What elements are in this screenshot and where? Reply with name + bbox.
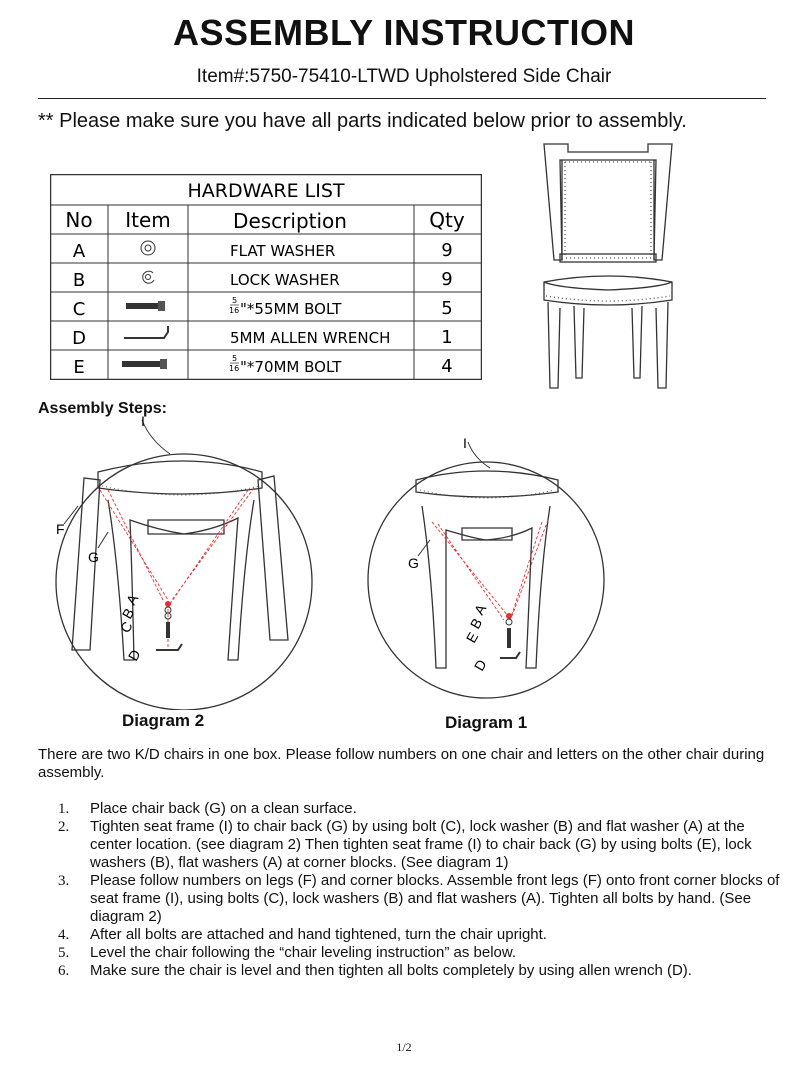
step-item bbox=[38, 800, 784, 818]
step-item bbox=[38, 926, 784, 944]
diagram1-label-g: G bbox=[408, 555, 419, 571]
diagram2-label-f: F bbox=[56, 521, 65, 537]
header-divider bbox=[38, 98, 766, 99]
row-a-no: A bbox=[72, 241, 86, 262]
step-text: Place chair back (G) on a clean surface. bbox=[90, 800, 357, 817]
assembly-steps-heading: Assembly Steps: bbox=[38, 400, 167, 417]
row-c-fraction-denominator: 16 bbox=[229, 306, 240, 315]
row-b-qty: 9 bbox=[441, 269, 453, 290]
diagram2-label-a: A bbox=[122, 591, 142, 608]
diagram-2 bbox=[38, 410, 318, 710]
step-text: Make sure the chair is level and then tighten all bolts completely by using allen wrench (D). bbox=[90, 962, 692, 979]
step-number: 5. bbox=[58, 945, 70, 961]
assembly-steps-list bbox=[38, 800, 784, 980]
item-subtitle: Item#:5750-75410-LTWD Upholstered Side Chair bbox=[196, 66, 612, 87]
step-text: Tighten seat frame (I) to chair back (G) by using bolt (C), lock washer (B) and flat washer (A) at the center location. (see diagram 2) Then tighten seat frame (I) to chair back (G) by using bolts (E), lock washers (B), flat washers (A) at corner blocks. (See diagram 1) bbox=[90, 818, 752, 871]
row-c-qty: 5 bbox=[441, 298, 453, 319]
side-chair-illustration bbox=[538, 142, 678, 392]
lock-washer-icon bbox=[143, 271, 154, 283]
flat-washer-icon bbox=[141, 241, 155, 255]
hardware-list-table bbox=[50, 174, 482, 380]
row-c-fraction-numerator: 5 bbox=[232, 296, 238, 305]
step-text: Please follow numbers on legs (F) and corner blocks. Assemble front legs (F) onto front corner blocks of seat frame (I), using bolts (C), lock washers (B) and flat washers (A). Tighten all bolts by hand. (See diagram 2) bbox=[90, 872, 780, 925]
col-header-no: No bbox=[65, 208, 93, 232]
diagram2-label-c: C bbox=[116, 618, 136, 636]
diagram1-label-d: D bbox=[470, 656, 490, 674]
row-e-qty: 4 bbox=[441, 356, 453, 377]
row-b-description: LOCK WASHER bbox=[230, 271, 340, 289]
col-header-description: Description bbox=[233, 209, 347, 233]
row-a-qty: 9 bbox=[441, 240, 453, 261]
page-number: 1/2 bbox=[396, 1040, 412, 1054]
step-text: After all bolts are attached and hand tightened, turn the chair upright. bbox=[90, 926, 547, 943]
col-header-item: Item bbox=[125, 208, 171, 232]
row-e-fraction-denominator: 16 bbox=[229, 364, 240, 373]
long-bolt-icon bbox=[122, 359, 167, 369]
diagram-1-caption: Diagram 1 bbox=[445, 713, 528, 732]
allen-wrench-icon bbox=[124, 326, 168, 338]
row-d-qty: 1 bbox=[441, 327, 453, 348]
short-bolt-icon bbox=[126, 301, 165, 311]
step-item bbox=[38, 872, 784, 926]
diagram1-label-a: A bbox=[470, 601, 490, 618]
row-e-description: "*70MM BOLT bbox=[240, 358, 342, 376]
step-number: 3. bbox=[58, 873, 70, 889]
diagram1-label-i: I bbox=[463, 435, 467, 451]
diagram-1 bbox=[362, 432, 612, 708]
row-e-no: E bbox=[73, 357, 85, 378]
step-number: 1. bbox=[58, 801, 70, 817]
diagram1-label-e: E bbox=[462, 629, 482, 646]
step-item bbox=[38, 944, 784, 962]
diagram1-label-b: B bbox=[466, 615, 486, 632]
diagram-2-caption: Diagram 2 bbox=[122, 711, 205, 730]
step-text: Level the chair following the “chair leveling instruction” as below. bbox=[90, 944, 517, 961]
row-c-description: "*55MM BOLT bbox=[240, 300, 342, 318]
step-item bbox=[38, 962, 784, 980]
col-header-qty: Qty bbox=[429, 208, 465, 232]
parts-notice: ** Please make sure you have all parts indicated below prior to assembly. bbox=[38, 110, 687, 132]
step-number: 4. bbox=[58, 927, 70, 943]
row-d-description: 5MM ALLEN WRENCH bbox=[230, 329, 391, 347]
row-d-no: D bbox=[72, 328, 86, 349]
row-a-description: FLAT WASHER bbox=[230, 242, 336, 260]
intro-paragraph: There are two K/D chairs in one box. Please follow numbers on one chair and letters on the other chair during assembly. bbox=[38, 746, 765, 781]
step-item bbox=[38, 818, 784, 872]
row-e-fraction-numerator: 5 bbox=[232, 354, 238, 363]
page-title: ASSEMBLY INSTRUCTION bbox=[172, 12, 636, 53]
diagram2-label-b: B bbox=[118, 605, 138, 622]
step-number: 2. bbox=[58, 819, 70, 835]
row-c-no: C bbox=[72, 299, 86, 320]
diagram2-label-i: I bbox=[141, 413, 145, 429]
diagram2-label-d: D bbox=[124, 646, 144, 664]
step-number: 6. bbox=[58, 963, 70, 979]
diagram2-label-g: G bbox=[88, 549, 99, 565]
row-b-no: B bbox=[72, 270, 86, 291]
hardware-list-title: HARDWARE LIST bbox=[187, 180, 345, 202]
